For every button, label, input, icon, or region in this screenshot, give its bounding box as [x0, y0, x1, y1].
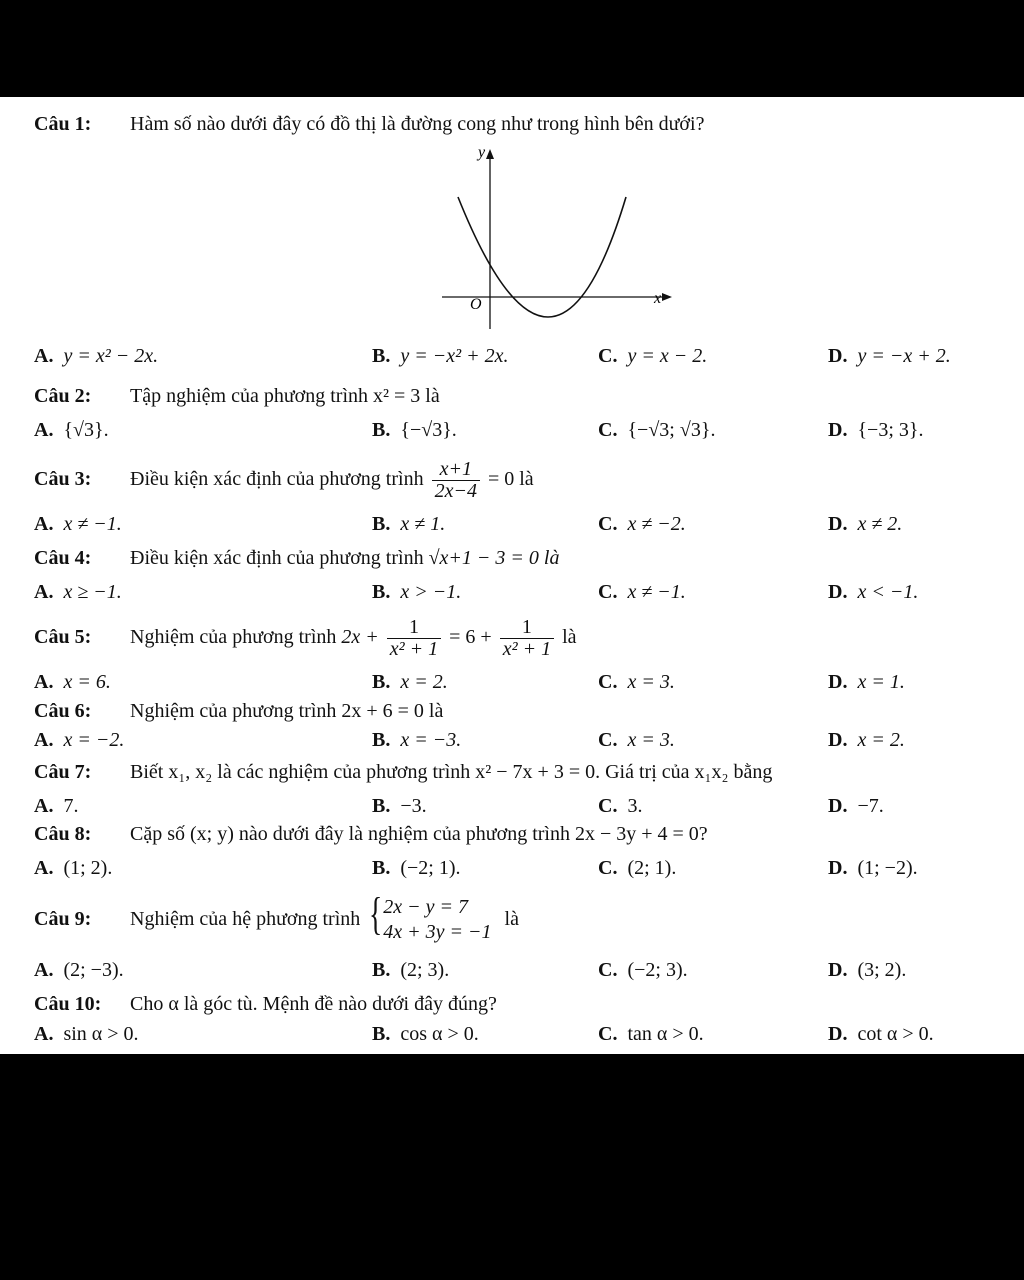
option-d[interactable]: D. x ≠ 2. [828, 513, 903, 535]
equation-system: { 2x − y = 7 4x + 3y = −1 [369, 888, 492, 944]
question-2 [0, 379, 1024, 413]
option-b[interactable]: B. x = −3. [372, 729, 462, 751]
fraction: $\frac{1}{\text{x² + 1}}$ [387, 617, 441, 660]
question-label: Câu 5: [34, 626, 92, 648]
y-axis-label: y [478, 144, 486, 161]
question-label: Câu 8: [34, 823, 92, 845]
option-c[interactable]: C. (−2; 3). [598, 959, 688, 981]
option-c[interactable]: C. {−√3; √3}. [598, 419, 716, 441]
question-label: Câu 4: [34, 547, 92, 569]
option-a[interactable]: A. 7. [34, 795, 79, 817]
option-d[interactable]: D. (1; −2). [828, 857, 918, 879]
parabola-graph [420, 137, 680, 337]
option-a[interactable]: A. x ≥ −1. [34, 581, 122, 603]
option-d[interactable]: D. {−3; 3}. [828, 419, 924, 441]
option-a[interactable]: A. {√3}. [34, 419, 109, 441]
option-c[interactable]: C. x = 3. [598, 729, 675, 751]
option-b[interactable]: B. x ≠ 1. [372, 513, 446, 535]
worksheet-page [0, 97, 1024, 1054]
option-b[interactable]: B. x = 2. [372, 671, 448, 693]
options-10 [0, 1017, 1024, 1051]
question-label: Câu 7: [34, 761, 92, 783]
option-a[interactable]: A. x = 6. [34, 671, 111, 693]
x-axis-label: x [654, 290, 662, 307]
options-2 [0, 413, 1024, 447]
question-text: Điều kiện xác định của phương trình [130, 547, 424, 569]
option-b[interactable]: B. (−2; 1). [372, 857, 461, 879]
option-a[interactable]: A. x ≠ −1. [34, 513, 122, 535]
brace-icon: { [369, 888, 383, 940]
option-c[interactable]: C. x ≠ −2. [598, 513, 686, 535]
x-axis-arrow [662, 293, 672, 301]
option-a[interactable]: A. y = x² − 2x. [34, 345, 159, 367]
question-4: Câu 4: Điều kiện xác định của phương trình √x+1 − 3 = 0 là [0, 541, 1024, 575]
options-6 [0, 723, 1024, 757]
option-b[interactable]: B. −3. [372, 795, 427, 817]
y-axis-arrow [486, 149, 494, 159]
option-b[interactable]: B. y = −x² + 2x. [372, 345, 509, 367]
option-c[interactable]: C. x ≠ −1. [598, 581, 686, 603]
option-d[interactable]: D. y = −x + 2. [828, 345, 951, 367]
fraction: $\frac{x+1}{2x-4}$ [432, 459, 480, 502]
option-d[interactable]: D. −7. [828, 795, 884, 817]
option-c[interactable]: C. (2; 1). [598, 857, 677, 879]
question-1 [0, 107, 1024, 141]
question-8 [0, 817, 1024, 851]
option-a[interactable]: A. (2; −3). [34, 959, 124, 981]
origin-label: O [470, 296, 482, 313]
question-9: Câu 9: Nghiệm của hệ phương trình { 2x − y = 7 4x + 3y = −1 là [0, 889, 1024, 949]
question-text: Nghiệm của phương trình 2x + 6 = 0 là [130, 700, 444, 722]
question-text: Biết x₁, x₂ là các nghiệm của phương trình x² − 7x + 3 = 0. Giá trị của x₁x₂ bằng [130, 761, 773, 783]
option-a[interactable]: A. (1; 2). [34, 857, 113, 879]
question-text: Nghiệm của phương trình [130, 626, 337, 648]
question-text: Nghiệm của hệ phương trình [130, 908, 361, 930]
options-4 [0, 575, 1024, 609]
option-b[interactable]: B. x > −1. [372, 581, 462, 603]
option-b[interactable]: B. {−√3}. [372, 419, 457, 441]
question-text: Hàm số nào dưới đây có đồ thị là đường cong như trong hình bên dưới? [130, 113, 705, 135]
question-text: Điều kiện xác định của phương trình [130, 468, 424, 491]
question-text: Tập nghiệm của phương trình x² = 3 là [130, 385, 440, 407]
option-d[interactable]: D. (3; 2). [828, 959, 907, 981]
question-label: Câu 3: [34, 468, 92, 491]
option-c[interactable]: C. 3. [598, 795, 643, 817]
option-d[interactable]: D. cot α > 0. [828, 1023, 934, 1045]
options-1 [0, 339, 1024, 373]
option-d[interactable]: D. x < −1. [828, 581, 919, 603]
question-label: Câu 9: [34, 908, 92, 930]
question-label: Câu 6: [34, 700, 92, 722]
parabola-curve [458, 197, 626, 317]
question-label: Câu 10: [34, 993, 102, 1015]
option-b[interactable]: B. cos α > 0. [372, 1023, 479, 1045]
fraction: $\frac{1}{\text{x² + 1}}$ [500, 617, 554, 660]
option-b[interactable]: B. (2; 3). [372, 959, 450, 981]
question-label: Câu 2: [34, 385, 92, 407]
options-3 [0, 507, 1024, 541]
question-text: Cặp số (x; y) nào dưới đây là nghiệm của phương trình 2x − 3y + 4 = 0? [130, 823, 708, 845]
option-c[interactable]: C. x = 3. [598, 671, 675, 693]
question-label: Câu 1: [34, 113, 92, 135]
option-d[interactable]: D. x = 2. [828, 729, 905, 751]
option-d[interactable]: D. x = 1. [828, 671, 905, 693]
option-a[interactable]: A. sin α > 0. [34, 1023, 139, 1045]
options-8 [0, 851, 1024, 885]
question-10 [0, 987, 1024, 1021]
question-7 [0, 755, 1024, 789]
question-text: Cho α là góc tù. Mệnh đề nào dưới đây đúng? [130, 993, 497, 1015]
options-9 [0, 953, 1024, 987]
option-c[interactable]: C. y = x − 2. [598, 345, 708, 367]
question-5: Câu 5: Nghiệm của phương trình 2x + $\frac{1}{\text{x² + 1}}$ = 6 + $\frac{1}{\text{x² + 1}}$ là [34, 615, 577, 660]
option-c[interactable]: C. tan α > 0. [598, 1023, 704, 1045]
question-3: Câu 3: Điều kiện xác định của phương trình $\frac{x+1}{2x-4}$ = 0 là [34, 458, 534, 502]
option-a[interactable]: A. x = −2. [34, 729, 125, 751]
